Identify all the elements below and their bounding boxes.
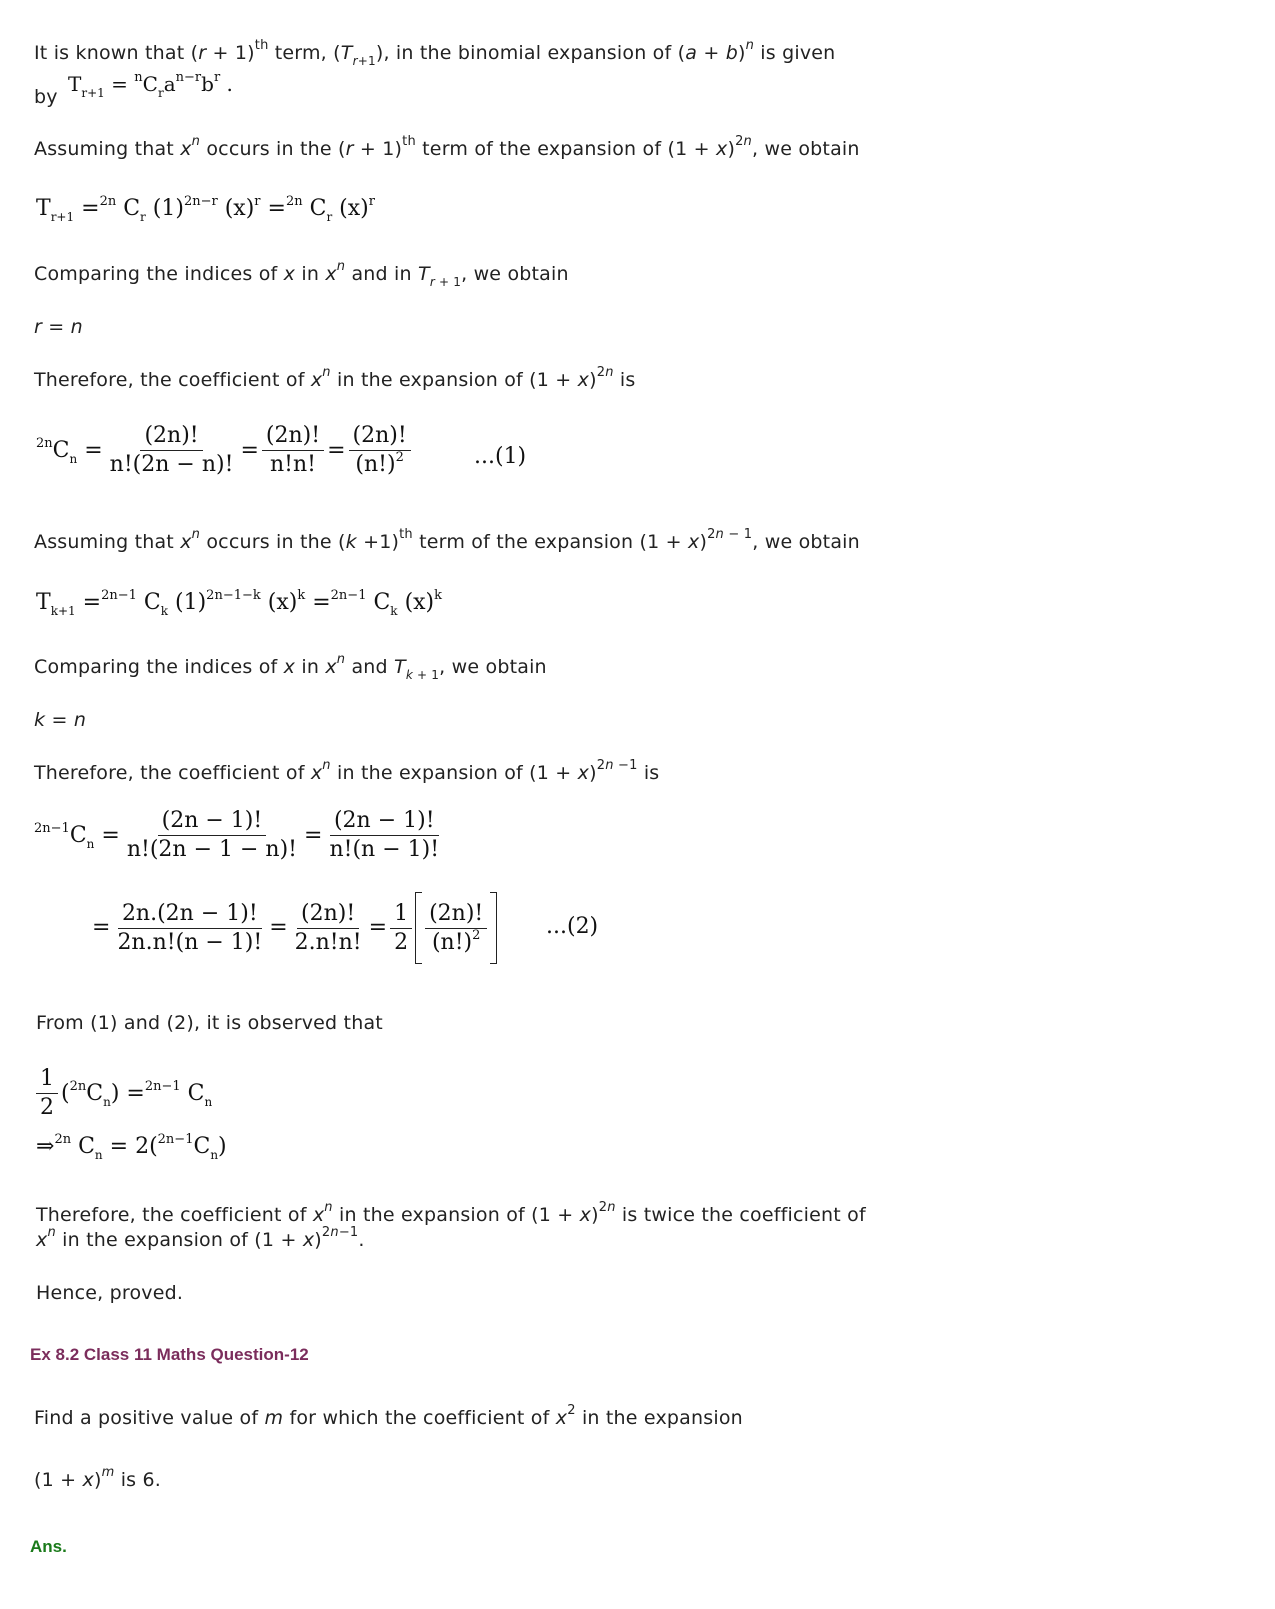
text-assume-k: Assuming that $x^n$ occurs in the $(k +1)^{th}$ term of the expansion $(1 + x)^{2n - 1}$, we obtain xyxy=(34,527,860,553)
text-coefficient-2n: Therefore, the coefficient of $x^n$ in the expansion of $(1 + x)^{2n}$ is xyxy=(34,365,636,391)
text-binomial-intro: It is known that $(r + 1)^{th}$ term, $(T_{r+1})$, in the binomial expansion of $(a + b)^n$ is given xyxy=(34,38,836,68)
question-heading[interactable]: Ex 8.2 Class 11 Maths Question-12 xyxy=(30,1345,309,1364)
text-question-line-2: $(1 + x)^m$ is 6. xyxy=(34,1465,162,1491)
equation-tr1: $T_{r+1} =^{2n}$ $C_r$ $(1)^{2n-r}$ $(x)^r =^{2n}$ $C_r$ $(x)^r$ xyxy=(36,194,375,224)
equation-2-line-1: $^{2n-1}C_n$ = $\frac{(2n - 1)!}{n!(2n - 1 - n)!}$ = $\frac{(2n - 1)!}{n!(n - 1)!}$ xyxy=(34,808,440,862)
equation-tag-2: ...(2) xyxy=(546,914,599,939)
general-term-formula: $T_{r+1} = ^nC_ra^{n-r}b^r$ . xyxy=(68,70,233,100)
text-r-equals-n: r = n xyxy=(34,316,83,338)
text-compare-r: Comparing the indices of x in $x^n$ and in $T_{r + 1}$, we obtain xyxy=(34,259,569,289)
text-conclusion-1: Therefore, the coefficient of $x^n$ in the expansion of $(1 + x)^{2n}$ is twice the coefficient of xyxy=(36,1200,866,1226)
equation-tk1: $T_{k+1} =^{2n-1}$ $C_k$ $(1)^{2n-1-k}$ $(x)^k =^{2n-1}$ $C_k$ $(x)^k$ xyxy=(36,588,443,618)
equation-tag-1: ...(1) xyxy=(474,444,527,469)
equation-half-relation: $\frac{1}{2}$ $(^{2n}C_n) =^{2n-1}$ $C_n$ xyxy=(36,1068,212,1119)
text-by: by xyxy=(34,86,58,108)
text-from-1-and-2: From (1) and (2), it is observed that xyxy=(36,1012,383,1034)
text-compare-k: Comparing the indices of x in $x^n$ and $T_{k + 1}$, we obtain xyxy=(34,652,547,682)
text-conclusion-2: $x^n$ in the expansion of $(1 + x)^{2n-1}$. xyxy=(36,1225,365,1251)
equation-1: $^{2n}C_n$ = $\frac{(2n)!}{n!(2n - n)!}$ = $\frac{(2n)!}{n!n!}$ = $\frac{(2n)!}{(n!)^2}$ xyxy=(36,425,414,476)
equation-implies: ⇒$^{2n}$ $C_n = 2(^{2n-1}C_n)$ xyxy=(36,1132,227,1162)
text-coefficient-2n-1: Therefore, the coefficient of $x^n$ in the expansion of $(1 + x)^{2n -1}$ is xyxy=(34,758,660,784)
text-k-equals-n: k = n xyxy=(34,709,87,731)
answer-label: Ans. xyxy=(30,1537,67,1556)
text-assume-r: Assuming that $x^n$ occurs in the $(r + 1)^{th}$ term of the expansion of $(1 + x)^{2n}$, we obtain xyxy=(34,134,860,160)
text-hence-proved: Hence, proved. xyxy=(36,1282,184,1304)
equation-2-line-2: = $\frac{2n.(2n - 1)!}{2n.n!(n - 1)!}$ = $\frac{(2n)!}{2.n!n!}$ = $\frac{1}{2}$ $\frac{(2n)!}{(n!)^2}$ xyxy=(92,892,497,964)
text-question-line-1: Find a positive value of m for which the coefficient of $x^2$ in the expansion xyxy=(34,1403,743,1429)
